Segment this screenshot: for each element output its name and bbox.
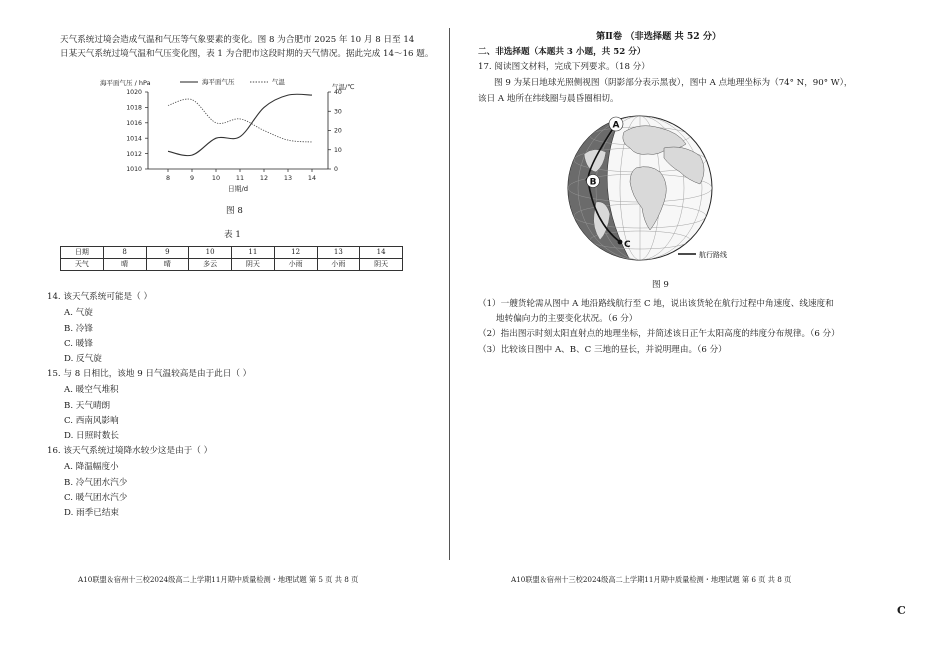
q17-desc-line-1: 图 9 为某日地球光照侧视图（阴影部分表示黑夜），图中 A 点地理坐标为（74° N，90° W）， [494,78,853,88]
x-tick-label: 12 [259,174,269,182]
q15-option-a: A. 暖空气堆积 [64,385,119,395]
sub-question-2: （2）指出图示时刻太阳直射点的地理坐标，并简述该日正午太阳高度的纬度分布规律。（6 分） [478,329,840,339]
right-tick-label: 0 [334,166,338,174]
sub-question-1-line-2: 地转偏向力的主要变化状况。（6 分） [496,314,638,324]
q16-option-b: B. 冷气团水汽少 [64,478,128,488]
table-cell: 13 [317,247,360,259]
table-row-date [61,247,403,259]
section-title: 第Ⅱ卷 （非选择题 共 52 分） [596,31,722,42]
left-tick-label: 1014 [126,135,142,143]
sub-question-3: （3）比较该日图中 A、B、C 三地的昼长，并说明理由。（6 分） [478,345,727,355]
table-cell: 晴 [146,259,189,271]
weather-table [60,246,403,271]
point-a-label: A [612,120,620,131]
table-cell: 天气 [61,259,104,271]
q15-option-c: C. 西南风影响 [64,416,119,426]
table-cell: 阴天 [360,259,403,271]
right-axis-title: 气温/℃ [332,83,355,91]
left-tick-label: 1010 [126,166,142,174]
table-cell: 阴天 [232,259,275,271]
point-b-label: B [589,177,597,188]
q16-stem: 16. 该天气系统过境降水较少这是由于（ ） [47,446,213,456]
left-tick-label: 1020 [126,89,142,97]
table-cell: 日期 [61,247,104,259]
corner-mark: C [897,604,906,617]
q14-option-a: A. 气旋 [64,308,93,318]
right-axis-ticks [328,89,342,173]
right-tick-label: 20 [334,127,342,135]
table-cell: 12 [274,247,317,259]
x-tick-label: 11 [235,174,245,182]
q15-stem: 15. 与 8 日相比，该地 9 日气温较高是由于此日（ ） [47,369,252,379]
part-title: 二、非选择题（本题共 3 小题，共 52 分） [478,47,646,57]
page-divider [449,28,450,560]
intro-line-2: 日某天气系统过境气温和气压变化图，表 1 为合肥市这段时期的天气情况。据此完成 14～16 题。 [60,49,434,59]
right-tick-label: 40 [334,89,342,97]
route-legend-label: 航行路线 [699,251,727,259]
q14-option-c: C. 暖锋 [64,339,93,349]
intro-line-1: 天气系统过境会造成气温和气压等气象要素的变化。图 8 为合肥市 2025 年 10 月 8 日至 14 [60,35,415,45]
table-cell: 多云 [189,259,232,271]
left-tick-label: 1016 [126,120,142,127]
q14-stem: 14. 该天气系统可能是（ ） [47,292,153,302]
figure-8-chart [100,72,380,197]
page-6-footer: A10联盟＆宿州十三校2024级高二上学期11月期中质量检测・地理试题 第 6 页 共 8 页 [511,575,792,584]
x-axis-ticks [166,169,316,182]
q17-stem: 17. 阅读图文材料，完成下列要求。（18 分） [478,62,650,72]
left-tick-label: 1018 [126,104,142,112]
figure-9-caption: 图 9 [652,280,669,290]
x-tick-label: 13 [283,174,293,182]
legend-temp-label: 气温 [272,78,285,86]
x-tick-label: 10 [211,174,221,182]
x-tick-label: 9 [189,174,195,182]
q14-option-b: B. 冷锋 [64,324,93,334]
q15-option-d: D. 日照时数长 [64,431,120,441]
left-axis-ticks [126,89,148,173]
table-cell: 小雨 [274,259,317,271]
left-axis-title: 海平面气压 / hPa [100,79,151,87]
table-cell: 10 [189,247,232,259]
right-tick-label: 30 [334,108,342,116]
table-cell: 14 [360,247,403,259]
q16-option-c: C. 暖气团水汽少 [64,493,128,503]
legend-pressure-label: 海平面气压 [202,78,235,86]
figure-9-globe [560,110,760,270]
x-tick-label: 14 [307,174,317,182]
point-c-label: C [624,240,631,250]
q17-desc-line-2: 该日 A 地所在纬线圈与晨昏圈相切。 [478,94,619,104]
table-cell: 小雨 [317,259,360,271]
table-cell: 9 [146,247,189,259]
sub-question-1-line-1: （1）一艘货轮需从图中 A 地沿路线航行至 C 地，说出该货轮在航行过程中角速度、线速度和 [478,299,834,309]
q14-option-d: D. 反气旋 [64,354,102,364]
x-tick-label: 8 [165,174,171,182]
pressure-series-line [168,94,312,155]
right-tick-label: 10 [334,146,342,154]
left-tick-label: 1012 [126,150,142,158]
q16-option-a: A. 降温幅度小 [64,462,119,472]
table-1-caption: 表 1 [224,230,241,240]
table-cell: 8 [103,247,146,259]
x-axis-title: 日期/d [227,185,249,193]
q16-option-d: D. 雨季已结束 [64,508,120,518]
table-cell: 晴 [103,259,146,271]
page-5-footer: A10联盟＆宿州十三校2024级高二上学期11月期中质量检测・地理试题 第 5 页 共 8 页 [78,575,359,584]
table-row-weather [61,259,403,271]
q15-option-b: B. 天气晴朗 [64,401,111,411]
temperature-series-line [168,99,312,142]
table-cell: 11 [232,247,275,259]
point-c-marker [618,240,623,245]
figure-8-caption: 图 8 [226,206,243,216]
